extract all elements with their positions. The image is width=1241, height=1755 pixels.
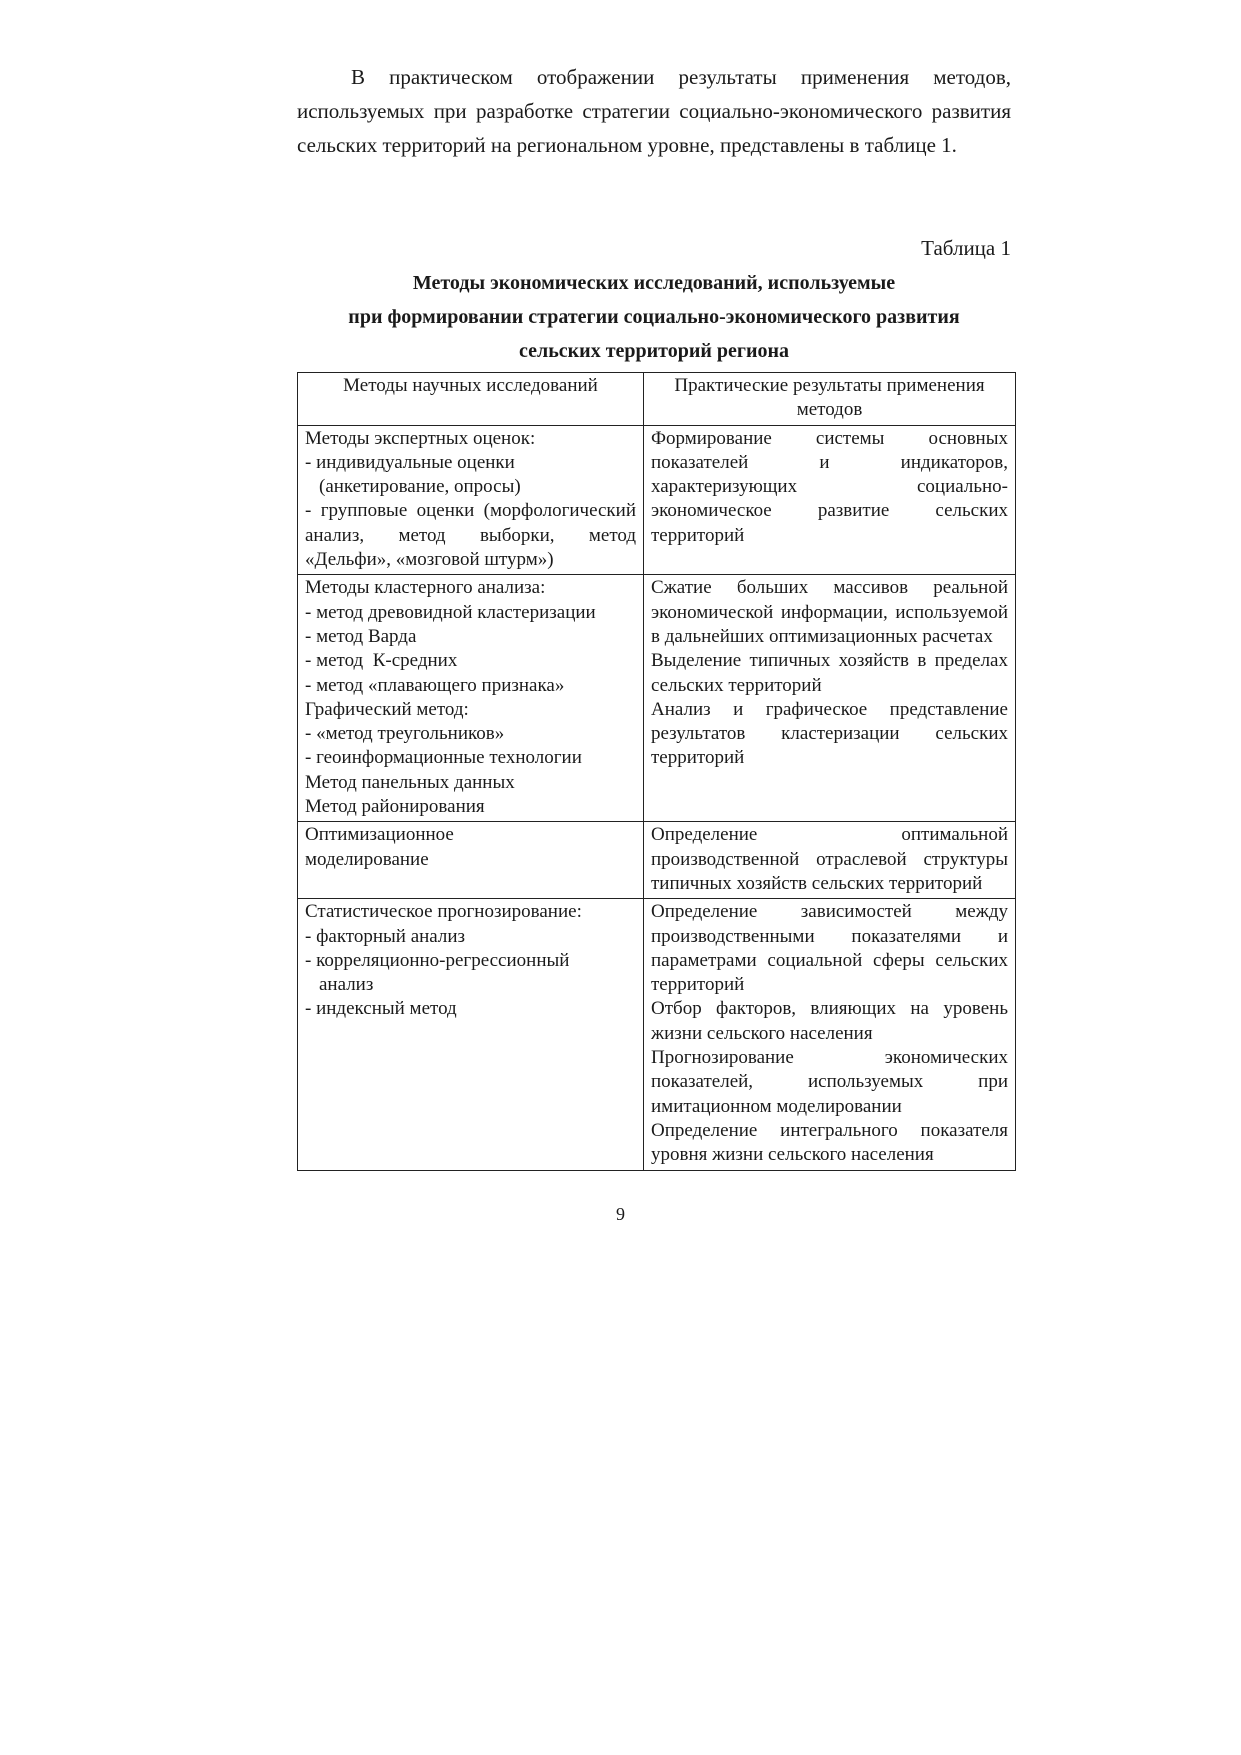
result-item: Отбор факторов, влияющих на уровень жизни сельского населения	[651, 998, 1008, 1044]
intro-paragraph: В практическом отображении результаты применения методов, используемых при разработке стратегии социально-экономического развития сельских территорий на региональном уровне, представлены в таблице 1.	[297, 65, 1011, 157]
result-item: Определение оптимальной производственной отраслевой структуры типичных хозяйств сельских территорий	[651, 824, 1008, 894]
table-label: Таблица 1	[921, 236, 1011, 260]
method-item: Оптимизационное	[305, 824, 454, 846]
table-title-line: сельских территорий региона	[518, 340, 790, 362]
method-item: - метод К-средних	[305, 650, 458, 672]
methods-cell	[298, 575, 644, 822]
result-item: Анализ и графическое представление результатов кластеризации сельских территорий	[651, 698, 1008, 769]
methods-table	[297, 372, 1016, 1171]
table-title-line: при формировании стратегии социально-экономического развития	[348, 306, 960, 328]
table-row	[298, 822, 1016, 899]
method-item: моделирование	[305, 848, 429, 870]
method-item: анализ	[319, 974, 374, 996]
method-item: - корреляционно-регрессионный	[305, 949, 570, 971]
result-item: Формирование системы основных показателей и индикаторов, характеризующих социально-экономическое развитие сельских территорий	[651, 427, 1008, 546]
header-results: Практические результаты применения методов	[644, 373, 1016, 426]
results-cell	[644, 822, 1016, 899]
results-cell	[644, 575, 1016, 822]
method-item: Статистическое прогнозирование:	[305, 901, 582, 923]
method-item: - метод Варда	[305, 625, 417, 647]
header-methods: Методы научных исследований	[298, 373, 644, 426]
table-header-row	[298, 373, 1016, 426]
method-item: Метод панельных данных	[305, 771, 515, 793]
method-item: - факторный анализ	[305, 925, 466, 947]
method-item: - индивидуальные оценки	[305, 451, 515, 473]
method-item: Методы кластерного анализа:	[305, 577, 546, 599]
method-item: - групповые оценки (морфологический анализ, метод выборки, метод «Дельфи», «мозговой штурм»)	[305, 500, 636, 571]
method-item: Методы экспертных оценок:	[305, 427, 536, 449]
methods-cell	[298, 425, 644, 575]
methods-cell	[298, 899, 644, 1170]
result-item: Прогнозирование экономических показателей, используемых при имитационном моделировании	[651, 1047, 1008, 1117]
page-number: 9	[616, 1204, 625, 1224]
method-item: (анкетирование, опросы)	[319, 476, 521, 498]
table-row	[298, 899, 1016, 1170]
result-item: Определение интегрального показателя уровня жизни сельского населения	[651, 1119, 1008, 1166]
table-title	[297, 266, 1011, 368]
table-row	[298, 575, 1016, 822]
methods-cell	[298, 822, 644, 899]
method-item: - «метод треугольников»	[305, 723, 505, 745]
results-cell	[644, 899, 1016, 1170]
method-item: - индексный метод	[305, 998, 457, 1020]
method-item: - метод «плавающего признака»	[305, 674, 565, 696]
results-cell	[644, 425, 1016, 575]
method-item: Графический метод:	[305, 698, 469, 720]
result-item: Сжатие больших массивов реальной экономической информации, используемой в дальнейших оптимизационных расчетах	[651, 577, 1008, 647]
table-title-line: Методы экономических исследований, используемые	[412, 272, 896, 294]
result-item: Определение зависимостей между производственными показателями и параметрами социальной сферы сельских территорий	[651, 901, 1008, 996]
result-item: Выделение типичных хозяйств в пределах сельских территорий	[651, 650, 1008, 696]
table-row	[298, 425, 1016, 575]
method-item: - геоинформационные технологии	[305, 747, 582, 769]
method-item: Метод районирования	[305, 796, 485, 818]
method-item: - метод древовидной кластеризации	[305, 601, 596, 623]
